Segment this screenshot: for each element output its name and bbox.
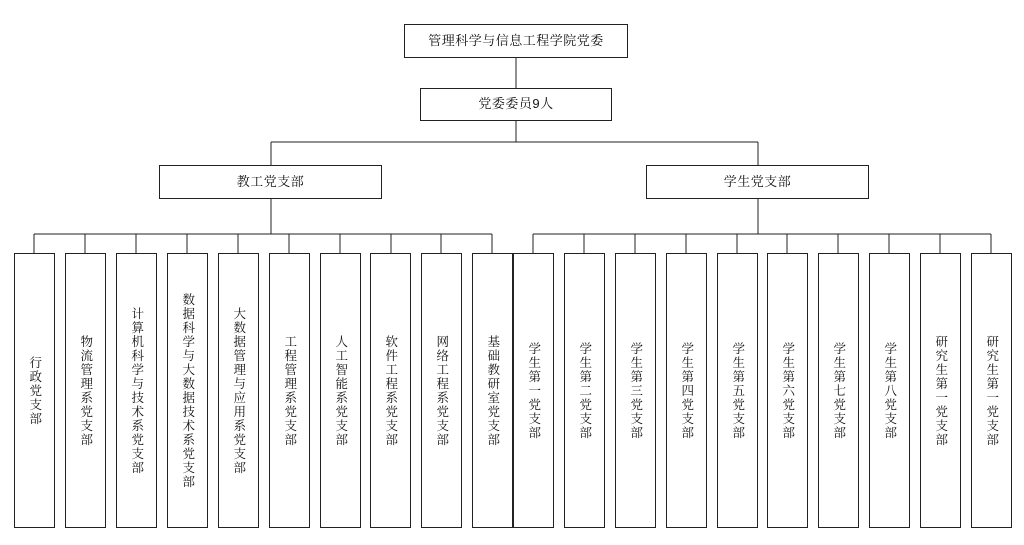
node-label: 学生第二党支部 [577,341,592,440]
node-label: 计算机科学与技术系党支部 [129,306,144,475]
node-label: 党委委员9人 [478,96,554,112]
node-student-branch-6[interactable] [767,253,808,528]
node-label: 学生第一党支部 [526,341,541,440]
node-student-branch-8[interactable] [869,253,910,528]
node-staff-party-branch[interactable] [159,165,382,199]
node-data-science-branch[interactable] [167,253,208,528]
node-software-engineering-branch[interactable] [370,253,411,528]
node-student-branch-4[interactable] [666,253,707,528]
node-student-branch-7[interactable] [818,253,859,528]
node-label: 大数据管理与应用系党支部 [231,306,246,475]
node-label: 学生第七党支部 [831,341,846,440]
node-graduate-branch-2[interactable] [971,253,1012,528]
node-engineering-management-branch[interactable] [269,253,310,528]
node-student-branch-1[interactable] [513,253,554,528]
node-label: 行政党支部 [27,355,42,426]
node-basic-teaching-office-branch[interactable] [472,253,513,528]
node-student-branch-5[interactable] [717,253,758,528]
node-label: 学生第八党支部 [882,341,897,440]
node-label: 研究生第一党支部 [984,334,999,447]
node-college-party-committee[interactable] [404,24,628,58]
node-label: 管理科学与信息工程学院党委 [428,32,604,48]
node-label: 学生第四党支部 [679,341,694,440]
node-label: 研究生第一党支部 [933,334,948,447]
node-label: 数据科学与大数据技术系党支部 [180,292,195,489]
node-label: 人工智能系党支部 [333,334,348,447]
node-student-branch-3[interactable] [615,253,656,528]
node-label: 教工党支部 [236,173,305,189]
node-label: 学生第六党支部 [780,341,795,440]
node-label: 学生第五党支部 [730,341,745,440]
node-student-party-branch[interactable] [646,165,869,199]
node-administrative-branch[interactable] [14,253,55,528]
node-label: 工程管理系党支部 [282,334,297,447]
node-label: 学生第三党支部 [628,341,643,440]
node-committee-members[interactable] [420,88,612,121]
node-label: 学生党支部 [723,173,792,189]
node-label: 网络工程系党支部 [434,334,449,447]
node-label: 软件工程系党支部 [383,334,398,447]
node-label: 物流管理系党支部 [78,334,93,447]
node-graduate-branch-1[interactable] [920,253,961,528]
node-computer-science-branch[interactable] [116,253,157,528]
node-logistics-management-branch[interactable] [65,253,106,528]
node-network-engineering-branch[interactable] [421,253,462,528]
node-student-branch-2[interactable] [564,253,605,528]
node-artificial-intelligence-branch[interactable] [320,253,361,528]
node-label: 基础教研室党支部 [485,334,500,447]
node-big-data-management-branch[interactable] [218,253,259,528]
